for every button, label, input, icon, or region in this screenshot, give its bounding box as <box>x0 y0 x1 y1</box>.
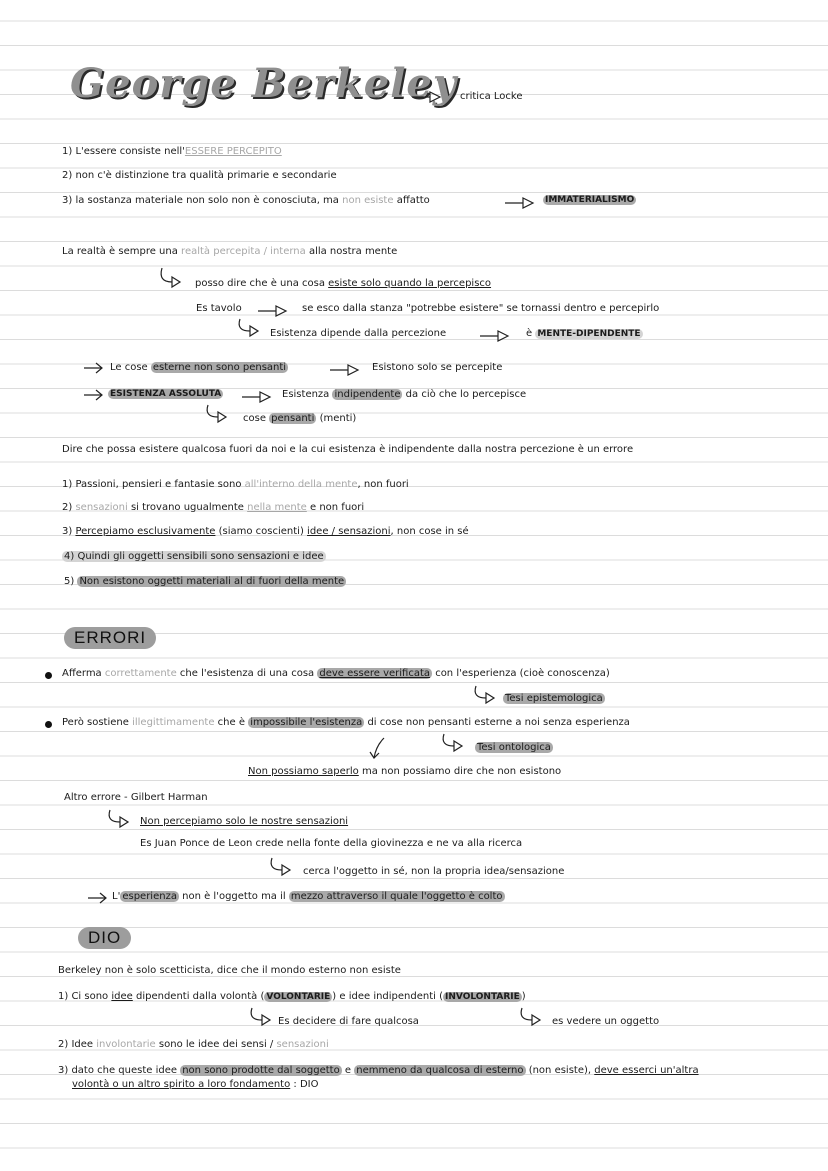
es-decidere: Es decidere di fare qualcosa <box>278 1016 419 1027</box>
realta-line: La realtà è sempre una realtà percepita / interna alla nostra mente <box>62 246 398 257</box>
errori-bullet2: Però sostiene illegittimamente che è impossibile l'esistenza di cose non pensanti esterne a noi senza esperienza <box>62 717 630 728</box>
arrow-right-icon <box>84 363 104 373</box>
tesi-ontologica: Tesi ontologica <box>477 742 551 753</box>
arrow-right-icon <box>88 893 108 903</box>
esistenza-assoluta-badge: ESISTENZA ASSOLUTA <box>110 389 222 399</box>
page-title: George Berkeley <box>70 60 458 107</box>
arrow-curve-icon <box>472 686 502 704</box>
altro-errore: Altro errore - Gilbert Harman <box>64 792 208 803</box>
immaterialismo-badge: IMMATERIALISMO <box>545 195 635 205</box>
non-possiamo: Non possiamo saperlo ma non possiamo dire che non esistono <box>248 766 562 777</box>
bullet-icon <box>45 672 52 679</box>
cose-esterne: Le cose esterne non sono pensanti <box>110 362 287 373</box>
arrow-curve-icon <box>440 734 470 752</box>
arrow-curve-icon <box>204 405 234 423</box>
section-dio: DIO <box>78 927 131 949</box>
errore-statement: Dire che possa esistere qualcosa fuori da noi e la cui esistenza è indipendente dalla nostra percezione è un errore <box>62 444 634 455</box>
arrow-right-icon <box>242 391 272 403</box>
list1-item1: 1) L'essere consiste nell'ESSERE PERCEPITO <box>62 146 282 157</box>
es-vedere: es vedere un oggetto <box>552 1016 660 1027</box>
list2-item1: 1) Passioni, pensieri e fantasie sono all'interno della mente, non fuori <box>62 479 409 490</box>
dio-item1: 1) Ci sono idee dipendenti dalla volontà ( VOLONTARIE ) e idee indipendenti ( INVOLONTARIE ) <box>58 991 526 1002</box>
list2-item2: 2) sensazioni si trovano ugualmente nella mente e non fuori <box>62 502 365 513</box>
arrow-curve-icon <box>236 319 266 337</box>
es-juan-ponce: Es Juan Ponce de Leon crede nella fonte della giovinezza e ne va alla ricerca <box>140 838 523 849</box>
list1-item2: 2) non c'è distinzione tra qualità primarie e secondarie <box>62 170 337 181</box>
critica-locke: critica Locke <box>460 91 523 102</box>
dio-intro: Berkeley non è solo scetticista, dice che il mondo esterno non esiste <box>58 965 401 976</box>
arrow-right-icon <box>84 390 104 400</box>
arrow-curve-icon <box>158 268 182 288</box>
list1-item3: 3) la sostanza materiale non solo non è conosciuta, ma non esiste affatto <box>62 195 430 206</box>
non-percepiamo: Non percepiamo solo le nostre sensazioni <box>140 816 349 827</box>
list2-item5: 5) Non esistono oggetti materiali al di fuori della mente <box>64 576 345 587</box>
esistenza-indipendente: Esistenza indipendente da ciò che lo percepisce <box>282 389 527 400</box>
esistenza-dipende: Esistenza dipende dalla percezione <box>270 328 447 339</box>
list2-item4: 4) Quindi gli oggetti sensibili sono sensazioni e idee <box>64 551 324 562</box>
dio-item3-line2: volontà o un altro spirito a loro fondamento : DIO <box>72 1079 319 1090</box>
dio-item3: 3) dato che queste idee non sono prodotte dal soggetto e nemmeno da qualcosa di esterno (non esiste), deve esserci un'altra <box>58 1065 699 1076</box>
esperienza-line: L' esperienza non è l'oggetto ma il mezzo attraverso il quale l'oggetto è colto <box>112 891 503 902</box>
dio-item2: 2) Idee involontarie sono le idee dei sensi / sensazioni <box>58 1039 329 1050</box>
arrow-down-left-icon <box>368 738 388 762</box>
arrow-curve-icon <box>518 1008 548 1026</box>
se-esco: se esco dalla stanza "potrebbe esistere" se tornassi dentro e percepirlo <box>302 303 660 314</box>
cose-pensanti: cose pensanti (menti) <box>243 413 357 424</box>
cerca-oggetto: cerca l'oggetto in sé, non la propria idea/sensazione <box>303 866 565 877</box>
arrow-right-icon <box>412 91 442 103</box>
esistono-solo: Esistono solo se percepite <box>372 362 503 373</box>
mente-dipendente: è MENTE-DIPENDENTE <box>526 328 641 339</box>
bullet-icon <box>45 721 52 728</box>
section-errori: ERRORI <box>64 627 156 649</box>
arrow-curve-icon <box>248 1008 278 1026</box>
arrow-right-icon <box>480 330 510 342</box>
arrow-right-icon <box>258 305 288 317</box>
tesi-epistemologica: Tesi epistemologica <box>505 693 603 704</box>
arrow-right-icon <box>330 364 360 376</box>
arrow-right-icon <box>505 197 535 209</box>
es-tavolo: Es tavolo <box>196 303 242 314</box>
errori-bullet1: Afferma correttamente che l'esistenza di una cosa deve essere verificata con l'esperienza (cioè conoscenza) <box>62 668 610 679</box>
arrow-curve-icon <box>268 858 298 876</box>
posso-line: posso dire che è una cosa esiste solo quando la percepisco <box>195 278 492 289</box>
arrow-curve-icon <box>106 810 136 828</box>
list2-item3: 3) Percepiamo esclusivamente (siamo coscienti) idee / sensazioni, non cose in sé <box>62 526 469 537</box>
